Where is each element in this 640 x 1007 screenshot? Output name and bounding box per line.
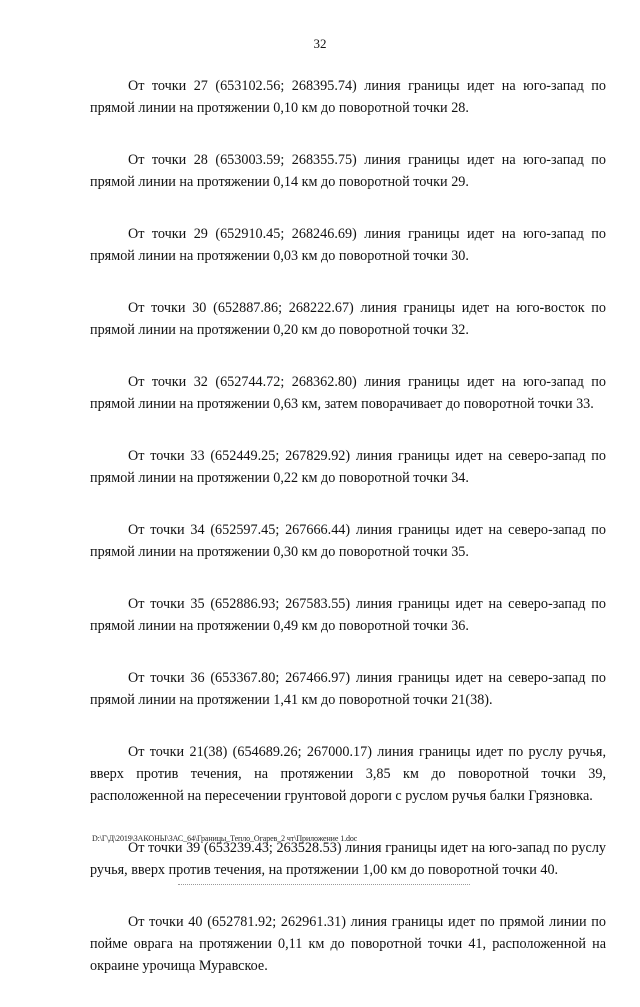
file-path-footer: D:\Г\Д\2019\ЗАКОНЫ\ЗАС_64\Границы_Тепло_Огарев_2 чт\Приложение 1.doc (92, 834, 358, 843)
boundary-paragraph: От точки 21(38) (654689.26; 267000.17) линия границы идет по руслу ручья, вверх против течения, на протяжении 3,85 км до поворотной точки 39, расположенной на пересечении грунтовой дороги с руслом ручья балки Грязновка. (90, 744, 606, 804)
boundary-paragraph: От точки 35 (652886.93; 267583.55) линия границы идет на северо-запад по прямой линии на протяжении 0,49 км до поворотной точки 36. (90, 596, 606, 634)
boundary-paragraph: От точки 36 (653367.80; 267466.97) линия границы идет на северо-запад по прямой линии на протяжении 1,41 км до поворотной точки 21(38). (90, 670, 606, 708)
boundary-paragraph: От точки 33 (652449.25; 267829.92) линия границы идет на северо-запад по прямой линии на протяжении 0,22 км до поворотной точки 34. (90, 448, 606, 486)
boundary-paragraph: От точки 27 (653102.56; 268395.74) линия границы идет на юго-запад по прямой линии на протяжении 0,10 км до поворотной точки 28. (90, 78, 606, 116)
scan-artifact-line (178, 884, 470, 886)
boundary-paragraph: От точки 28 (653003.59; 268355.75) линия границы идет на юго-запад по прямой линии на протяжении 0,14 км до поворотной точки 29. (90, 152, 606, 190)
page-number: 32 (313, 36, 327, 51)
boundary-paragraph: От точки 29 (652910.45; 268246.69) линия границы идет на юго-запад по прямой линии на протяжении 0,03 км до поворотной точки 30. (90, 226, 606, 264)
boundary-paragraph: От точки 30 (652887.86; 268222.67) линия границы идет на юго-восток по прямой линии на протяжении 0,20 км до поворотной точки 32. (90, 300, 606, 338)
boundary-paragraph: От точки 39 (653239.43; 263528.53) линия границы идет на юго-запад по руслу ручья, вверх против течения, на протяжении 1,00 км до поворотной точки 40. (90, 840, 606, 878)
boundary-paragraph: От точки 40 (652781.92; 262961.31) линия границы идет по прямой линии по пойме оврага на протяжении 0,11 км до поворотной точки 41, расположенной на окраине урочища Муравское. (90, 914, 606, 974)
document-body (90, 75, 606, 1007)
boundary-paragraph: От точки 32 (652744.72; 268362.80) линия границы идет на юго-запад по прямой линии на протяжении 0,63 км, затем поворачивает до поворотной точки 33. (90, 374, 606, 412)
boundary-paragraph: От точки 34 (652597.45; 267666.44) линия границы идет на северо-запад по прямой линии на протяжении 0,30 км до поворотной точки 35. (90, 522, 606, 560)
